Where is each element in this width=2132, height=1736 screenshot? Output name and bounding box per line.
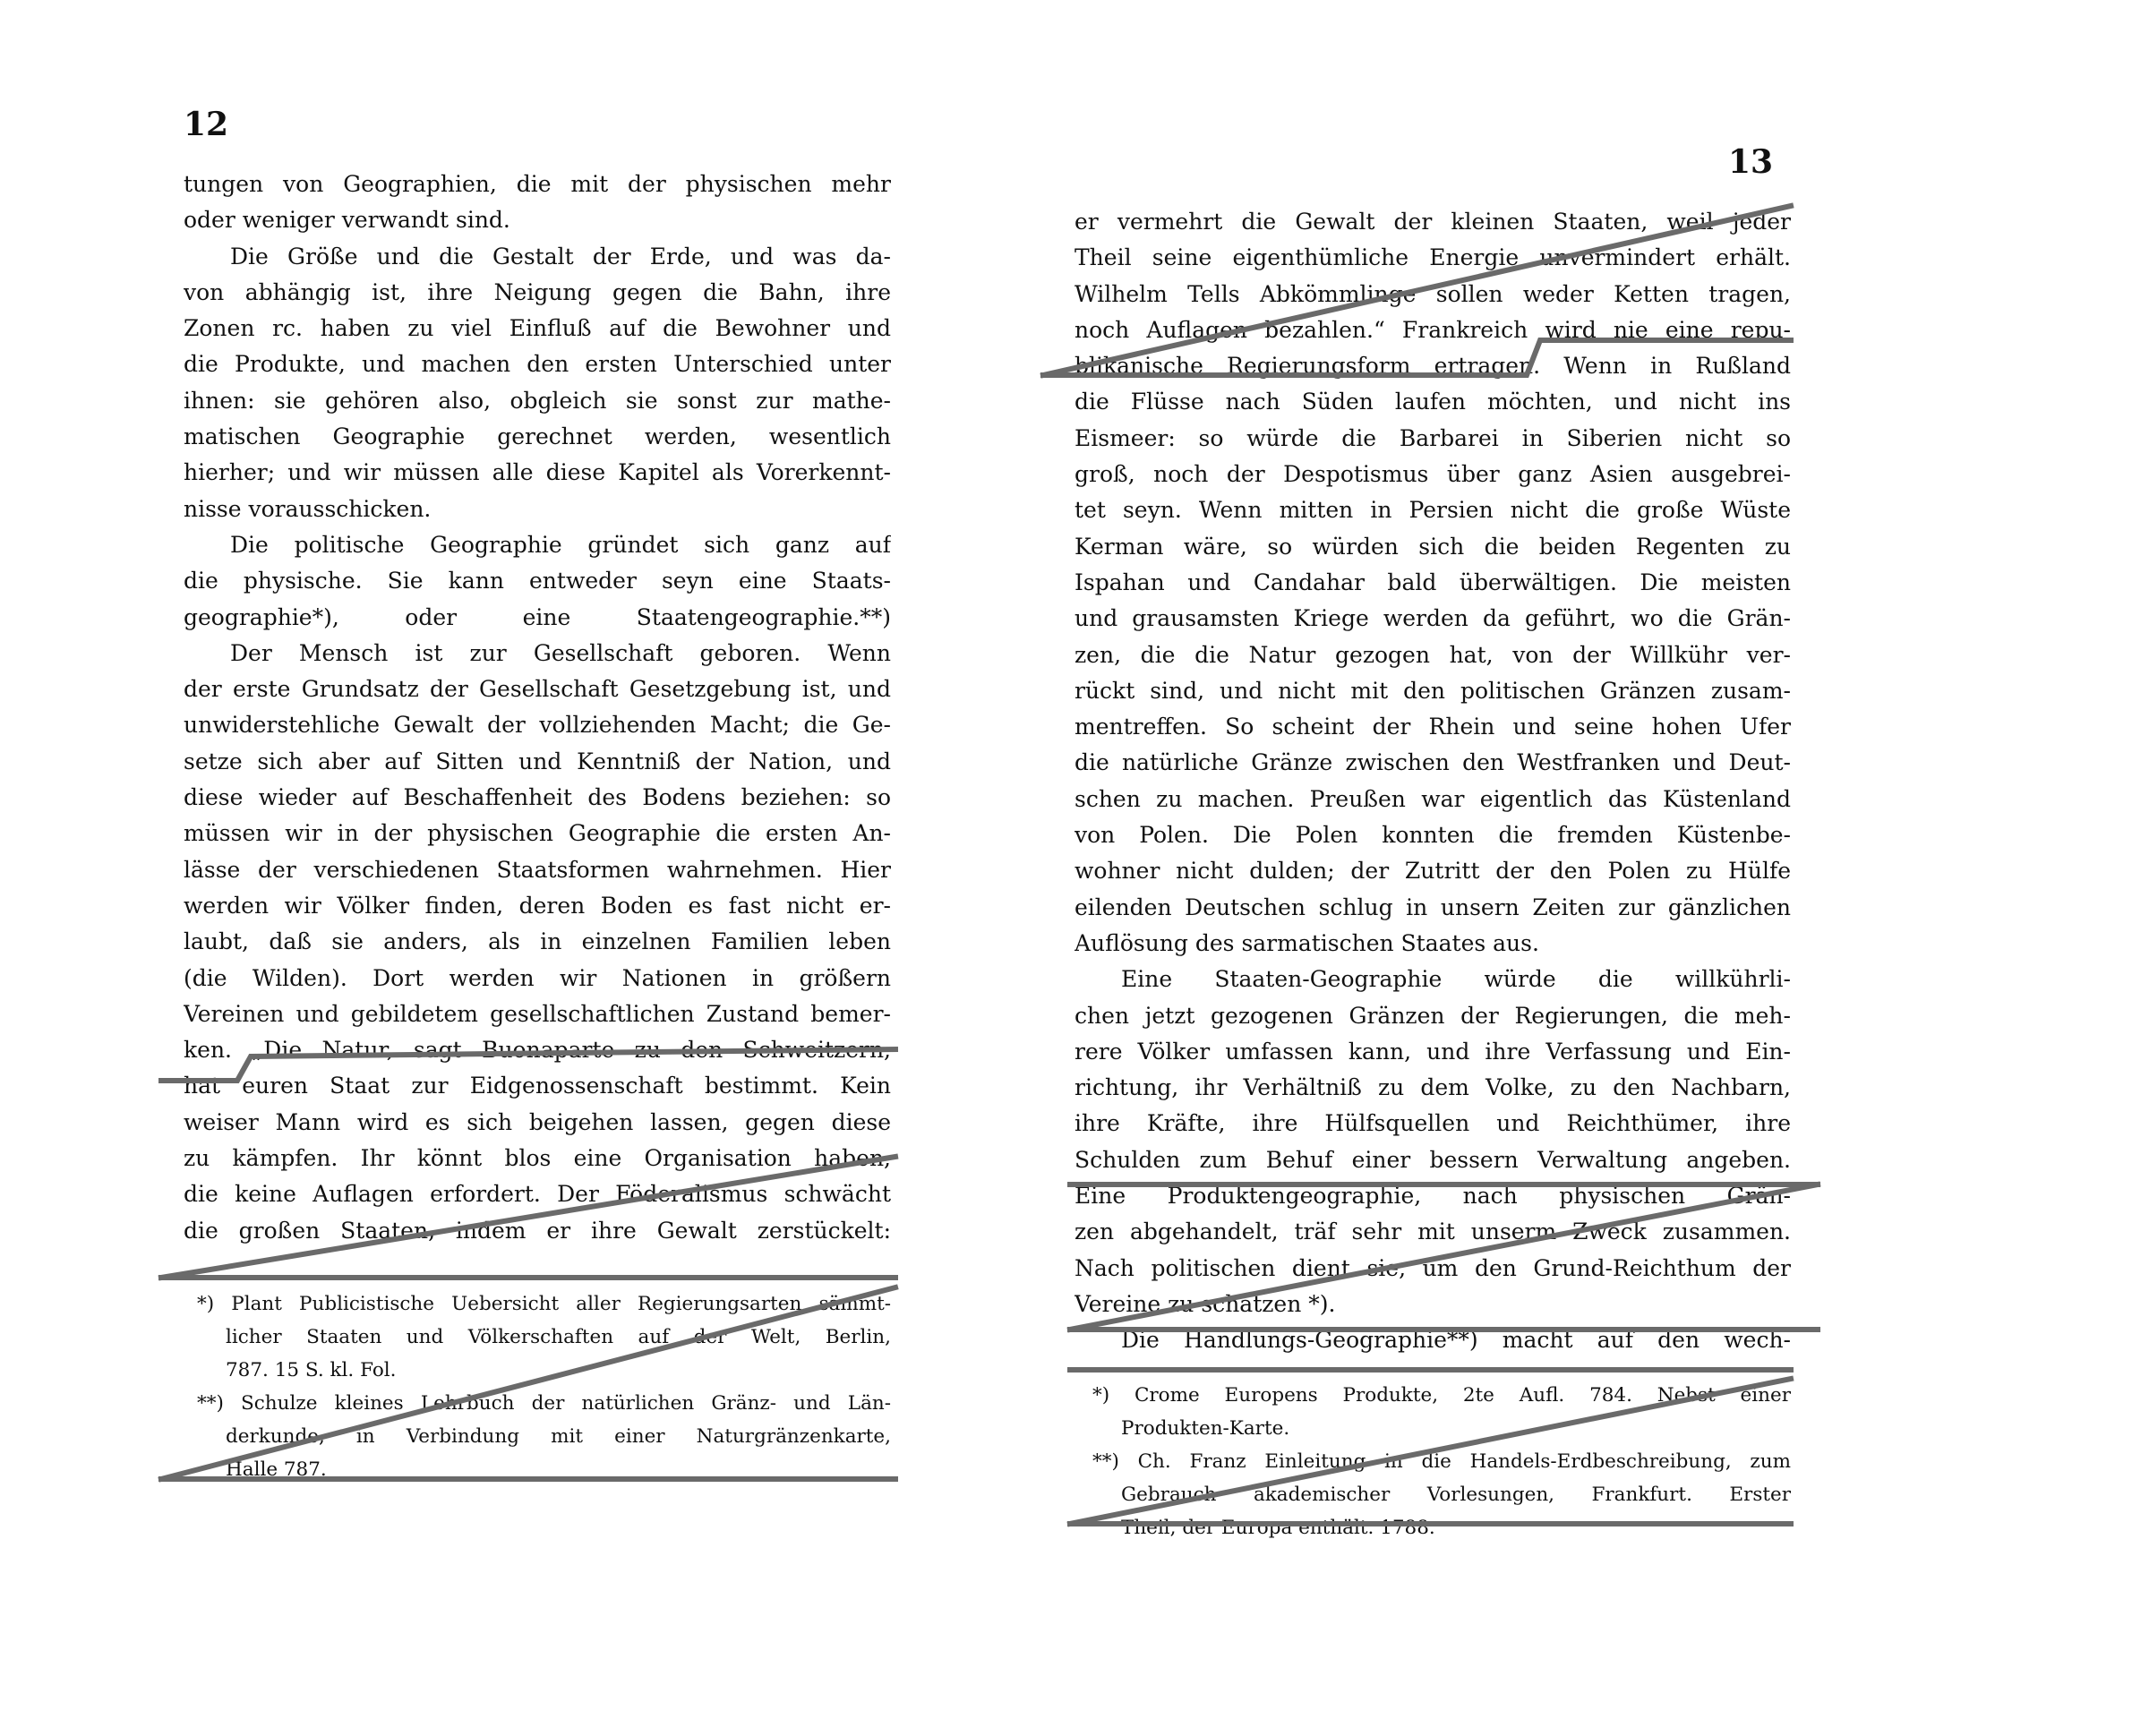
text-line: eilenden Deutschen schlug in unsern Zeiten zur gänzlichen [1075,894,1791,920]
text-line: nisse vorausschicken. [184,495,432,522]
text-line: er vermehrt die Gewalt der kleinen Staaten, weil jeder [1075,209,1791,235]
text-line: Die politische Geographie gründet sich ganz auf [230,531,891,558]
text-line: müssen wir in der physischen Geographie die ersten An- [184,820,891,847]
left-footnotes [197,1287,891,1486]
text-line: laubt, daß sie anders, als in einzelnen Familien leben [184,928,891,955]
text-line: unwiderstehliche Gewalt der vollziehenden Macht; die Ge- [184,712,891,739]
footnote-line: **) Schulze kleines Lehrbuch der natürlichen Gränz- und Län- [197,1392,891,1415]
text-line: tungen von Geographien, die mit der physischen mehr [184,171,891,197]
text-line: zu kämpfen. Ihr könnt blos eine Organisation haben, [184,1145,891,1172]
text-line: werden wir Völker finden, deren Boden es fast nicht er- [184,892,891,919]
text-line: Auflösung des sarmatischen Staates aus. [1075,929,1539,956]
text-line: zen abgehandelt, träf sehr mit unserm Zweck zusammen. [1075,1219,1791,1245]
text-line: Vereine zu schätzen *). [1075,1290,1336,1317]
text-line: Theil seine eigenthümliche Energie unvermindert erhält. [1075,244,1791,271]
text-line: chen jetzt gezogenen Gränzen der Regierungen, die meh- [1075,1002,1791,1029]
text-line: mentreffen. So scheint der Rhein und seine hohen Ufer [1075,714,1791,740]
page-number-right: 13 [1728,143,1774,181]
footnote-line: Halle 787. [226,1458,327,1481]
text-line: schen zu machen. Preußen war eigentlich das Küstenland [1075,785,1791,812]
text-line: rückt sind, und nicht mit den politischen Gränzen zusam- [1075,677,1791,704]
text-line: die physische. Sie kann entweder seyn eine Staats- [184,568,891,594]
footnote-line: Gebrauch akademischer Vorlesungen, Frankfurt. Erster [1121,1484,1791,1506]
text-line: tet seyn. Wenn mitten in Persien nicht die große Wüste [1075,497,1791,524]
text-line: richtung, ihr Verhältniß zu dem Volke, zu den Nachbarn, [1075,1074,1791,1101]
text-line: wohner nicht dulden; der Zutritt der den Polen zu Hülfe [1075,858,1791,885]
text-line: geographie*), oder eine Staatengeographie.**) [184,603,891,630]
text-line: Vereinen und gebildetem gesellschaftlichen Zustand bemer- [184,1000,891,1027]
text-line: ihre Kräfte, ihre Hülfsquellen und Reichthümer, ihre [1075,1110,1791,1137]
text-line: oder weniger verwandt sind. [184,207,510,234]
footnote-line: 787. 15 S. kl. Fol. [226,1359,397,1381]
text-line: Die Größe und die Gestalt der Erde, und was da- [230,243,891,269]
text-line: ihnen: sie gehören also, obgleich sie sonst zur mathe- [184,387,891,414]
text-line: Der Mensch ist zur Gesellschaft geboren. Wenn [230,639,891,666]
text-line: Schulden zum Behuf einer bessern Verwaltung angeben. [1075,1146,1791,1173]
right-body-text [1075,204,1791,1359]
text-line: Ispahan und Candahar bald überwältigen. Die meisten [1075,569,1791,595]
text-line: Eine Produktengeographie, nach physischen Grän- [1075,1183,1791,1210]
text-line: der erste Grundsatz der Gesellschaft Gesetzgebung ist, und [184,676,891,703]
text-line: noch Auflagen bezahlen.“ Frankreich wird nie eine repu- [1075,316,1791,343]
text-line: Eine Staaten-Geographie würde die willkührli- [1121,966,1791,993]
text-line: die natürliche Gränze zwischen den Westfranken und Deut- [1075,749,1791,776]
text-line: von Polen. Die Polen konnten die fremden Küstenbe- [1075,822,1791,849]
text-line: lässe der verschiedenen Staatsformen wahrnehmen. Hier [184,856,891,883]
left-body-text [184,167,891,1249]
text-line: die Produkte, und machen den ersten Unterschied unter [184,351,891,378]
text-line: die Flüsse nach Süden laufen möchten, und nicht ins [1075,389,1791,415]
footnote-line: derkunde, in Verbindung mit einer Naturgränzenkarte, [226,1425,891,1448]
text-line: matischen Geographie gerechnet werden, wesentlich [184,423,891,450]
text-line: (die Wilden). Dort werden wir Nationen in größern [184,964,891,991]
text-line: Eismeer: so würde die Barbarei in Siberien nicht so [1075,424,1791,451]
text-line: rere Völker umfassen kann, und ihre Verfassung und Ein- [1075,1038,1791,1065]
text-line: diese wieder auf Beschaffenheit des Bodens beziehen: so [184,784,891,811]
text-line: die großen Staaten, indem er ihre Gewalt zerstückelt: [184,1217,891,1244]
footnote-line: *) Crome Europens Produkte, 2te Aufl. 784. Nebst einer [1092,1384,1791,1407]
text-line: blikanische Regierungsform ertragen. Wenn in Rußland [1075,353,1791,380]
text-line: weiser Mann wird es sich beigehen lassen, gegen diese [184,1108,891,1135]
text-line: Zonen rc. haben zu viel Einfluß auf die Bewohner und [184,315,891,342]
text-line: ken. „Die Natur, sagt Buonaparte zu den Schweitzern, [184,1037,891,1064]
footnote-line: licher Staaten und Völkerschaften auf der Welt, Berlin, [226,1326,891,1348]
text-line: groß, noch der Despotismus über ganz Asien ausgebrei- [1075,461,1791,488]
right-page [1066,0,2132,1736]
text-line: und grausamsten Kriege werden da geführt, wo die Grän- [1075,605,1791,632]
text-line: die keine Auflagen erfordert. Der Föderalismus schwächt [184,1181,891,1208]
text-line: hierher; und wir müssen alle diese Kapitel als Vorerkennt- [184,459,891,486]
footnote-line: *) Plant Publicistische Uebersicht aller Regierungsarten sämmt- [197,1293,891,1315]
footnote-line: **) Ch. Franz Einleitung in die Handels-Erdbeschreibung, zum [1092,1450,1791,1473]
text-line: Nach politischen dient sie, um den Grund-Reichthum der [1075,1254,1791,1281]
footnote-line: Produkten-Karte. [1121,1417,1290,1440]
right-footnotes [1092,1379,1791,1544]
text-line: Kerman wäre, so würden sich die beiden Regenten zu [1075,533,1791,560]
footnote-line: Theil, der Europa enthält. 1788. [1121,1517,1435,1539]
text-line: setze sich aber auf Sitten und Kenntniß der Nation, und [184,748,891,774]
page-number-left: 12 [184,106,229,143]
text-line: Die Handlungs-Geographie**) macht auf den wech- [1121,1327,1791,1354]
text-line: Wilhelm Tells Abkömmlinge sollen weder Ketten tragen, [1075,280,1791,307]
text-line: hat euren Staat zur Eidgenossenschaft bestimmt. Kein [184,1073,891,1099]
text-line: von abhängig ist, ihre Neigung gegen die Bahn, ihre [184,278,891,305]
text-line: zen, die die Natur gezogen hat, von der Willkühr ver- [1075,641,1791,668]
